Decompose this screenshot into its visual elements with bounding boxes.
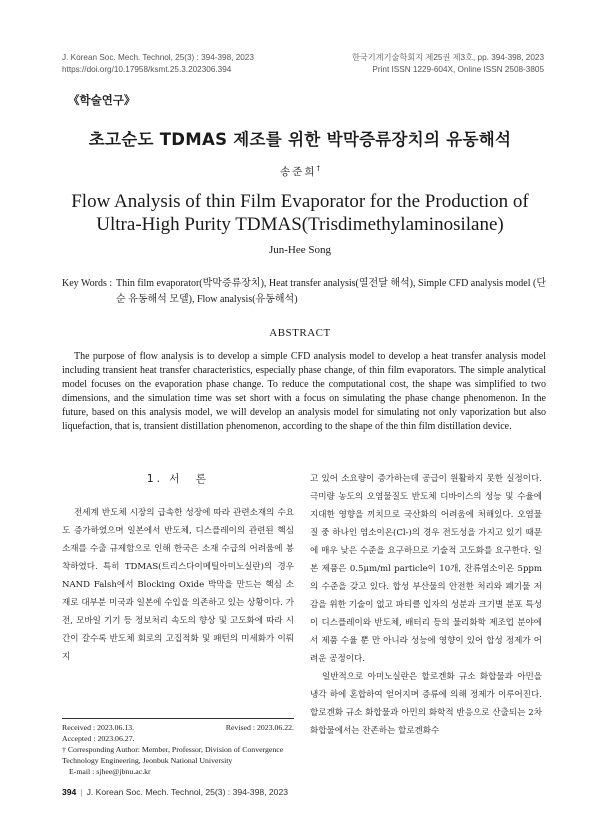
- title-english: [0, 190, 600, 236]
- body-column-right: [310, 470, 542, 740]
- keywords-label: Key Words :: [62, 278, 113, 289]
- running-header-left: [62, 52, 254, 76]
- email-address[interactable]: E-mail : sjhee@jbnu.ac.kr: [69, 767, 151, 776]
- body-paragraph: 일반적으로 아미노실란은 할로겐화 규소 화합물과 아민을 냉각 하에 혼합하여 얻어지며 증류에 의해 정제가 이루어진다. 할로겐화 규소 화합물과 아민의 화학적 반응으로 산출되는 2차 화합물에서는 잔존하는 할로겐화수: [310, 672, 542, 736]
- page-footer: [62, 787, 288, 797]
- keywords-text: Thin film evaporator(박막증류장치), Heat transfer analysis(열전달 해석), Simple CFD analysis model (단순 유동해석 모델), Flow analysis(유동해석): [116, 278, 547, 305]
- accepted-date: Accepted : 2023.06.27.: [62, 734, 135, 743]
- title-korean: 초고순도 TDMAS 제조를 위한 박막증류장치의 유동해석: [88, 130, 512, 149]
- corresponding-author: † Corresponding Author: Member, Professor, Division of Convergence Technology Engineering, Jeonbuk National University: [62, 745, 284, 765]
- footnote-divider: [62, 718, 294, 719]
- author-name-korean: 송준희: [280, 166, 317, 178]
- revised-date: Revised : 2023.06.22.: [225, 723, 294, 732]
- corresponding-mark: †: [316, 164, 320, 173]
- footer-separator: |: [80, 787, 83, 797]
- issn-info: Print ISSN 1229-604X, Online ISSN 2508-3805: [372, 65, 544, 74]
- author-korean: [0, 164, 600, 179]
- running-header-right: [352, 52, 544, 76]
- section-heading-introduction: 1. 서 론: [146, 473, 210, 485]
- date-row: [62, 722, 294, 733]
- keywords-block: [62, 276, 546, 307]
- article-category: 《학술연구》: [68, 93, 136, 107]
- body-paragraph: 전세계 반도체 시장의 급속한 성장에 따라 관련소재의 수요도 증가하였으며 일본에서 반도체, 디스플레이의 관련된 핵심소재를 수출 규제함으로 인해 한국은 소재 수급의 어려움에 봉착하였다. 특히 TDMAS(트리스다이메틸아미노실란)의 경우 NAND Falsh에서 Blocking Oxide 박막을 만드는 핵심 소재로 대부분 미국과 일본에 수입을 의존하고 있는 상황이다. 가전, 모바일 기기 등 정보처리 속도의 향상 및 고도화에 따라 시간이 갈수록 반도체 회로의 고집적화 및 패턴의 미세화가 이뤄지: [62, 508, 294, 662]
- doi-link[interactable]: https://doi.org/10.17958/ksmt.25.3.202306.394: [62, 65, 232, 74]
- received-date: Received : 2023.06.13.: [62, 723, 135, 732]
- abstract-text: The purpose of flow analysis is to develop a simple CFD analysis model to develop a heat transfer analysis model including transient heat transfer characteristics, especially phase change, of thin film evaporators. The simple analytical model focuses on the evaporation phase change. To reduce the computational cost, the shape was simplified to two dimensions, and the simulation time was set short with a focus on simulating the phase change phenomenon. In the future, based on this analysis model, we will develop an analysis model for simulating not only vaporization but also liquefaction, that is, transient distillation phenomenon, according to the shape of the thin film distillation device.: [62, 351, 546, 432]
- journal-citation-korean: 한국기계기술학회지 제25권 제3호, pp. 394-398, 2023: [351, 53, 544, 62]
- title-english-line2: Ultra-High Purity TDMAS(Trisdimethylaminosilane): [96, 214, 504, 235]
- body-paragraph: 고 있어 소요량이 증가하는데 공급이 원활하지 못한 실정이다. 극미량 농도의 오염물질도 반도체 디바이스의 성능 및 수율에 지대한 영향을 끼치므로 국산화의 어려움에 처해있다. 오염물질 중 하나인 염소이온(Cl-)의 경우 전도성을 가지고 있기 때문에 매우 낮은 수준을 요구하므로 기술적 고도화를 요구한다. 일본 제품은 0.5μm/ml particle이 10개, 잔류염소이온 5ppm의 수준을 갖고 있다. 합성 부산물의 안전한 처리와 폐기물 저감을 위한 기술이 없고 파티클 입자의 성분과 크기별 분포 특성이 디스플레이와 반도체, 배터리 등의 물리화학 제조업 분야에서 제품 수율 뿐 만 아니라 성능에 영향이 있어 합성 정제가 어려운 공정이다.: [310, 474, 542, 664]
- footnote-block: [62, 722, 294, 777]
- journal-citation: J. Korean Soc. Mech. Technol, 25(3) : 394-398, 2023: [62, 53, 254, 62]
- footer-journal: J. Korean Soc. Mech. Technol, 25(3) : 394-398, 2023: [86, 787, 289, 797]
- body-column-left: [62, 470, 294, 666]
- page-number: 394: [62, 787, 77, 797]
- author-english: Jun-Hee Song: [268, 244, 332, 256]
- title-english-line1: Flow Analysis of thin Film Evaporator for the Production of: [71, 191, 529, 212]
- abstract-title: ABSTRACT: [269, 327, 331, 339]
